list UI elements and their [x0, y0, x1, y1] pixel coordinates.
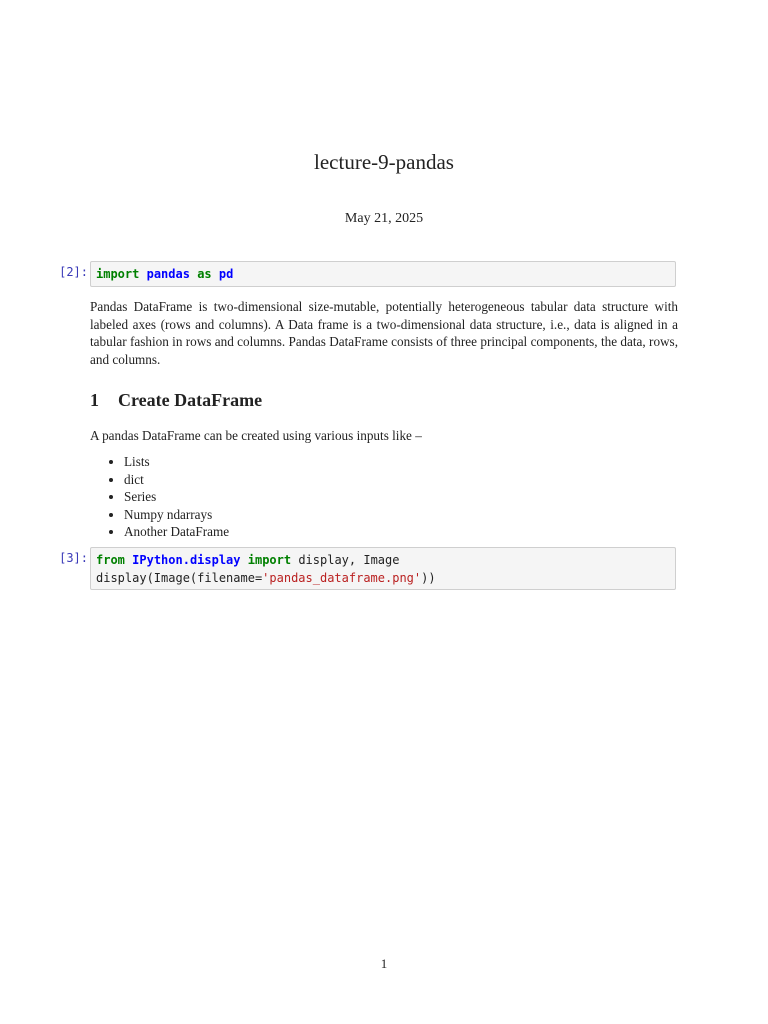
code-token: pandas	[146, 267, 190, 281]
code-token: ))	[421, 571, 436, 585]
code-token: import	[96, 267, 140, 281]
code-token: display, Image	[291, 553, 400, 567]
bullet-icon	[109, 530, 113, 534]
code-token: IPython.display	[132, 553, 241, 567]
list-item: Another DataFrame	[106, 523, 229, 541]
code-cell[interactable]	[90, 547, 676, 590]
bullet-icon	[109, 495, 113, 499]
list-item: Numpy ndarrays	[106, 506, 229, 524]
section-title: Create DataFrame	[118, 390, 263, 410]
document-date: May 21, 2025	[344, 211, 424, 226]
bullet-icon	[109, 513, 113, 517]
section-heading	[90, 390, 262, 411]
section-number: 1	[90, 390, 99, 410]
code-token: from	[96, 553, 125, 567]
bullet-list	[106, 453, 229, 541]
bullet-icon	[109, 478, 113, 482]
document-title: lecture-9-pandas	[314, 150, 454, 174]
code-token: pd	[218, 267, 234, 281]
code-line	[96, 569, 670, 587]
cell-prompt: [2]:	[59, 265, 88, 279]
code-token	[212, 267, 219, 281]
code-token: import	[247, 553, 292, 567]
code-token: as	[197, 267, 212, 281]
markdown-paragraph: Pandas DataFrame is two-dimensional size-mutable, potentially heterogeneous tabular data structure with labeled axes (rows and columns). A Data frame is a two-dimensional data structure, i.e., data is aligned in a tabular fashion in rows and columns. Pandas DataFrame consists of three principal components, the data, rows, and columns.	[90, 299, 678, 367]
bullet-icon	[109, 460, 113, 464]
code-token: 'pandas_dataframe.png'	[262, 571, 422, 585]
code-token	[241, 553, 248, 567]
code-token	[139, 267, 146, 281]
code-line	[96, 551, 670, 569]
list-item: Lists	[106, 453, 229, 471]
page-number: 1	[380, 956, 388, 971]
section-intro: A pandas DataFrame can be created using various inputs like –	[90, 428, 422, 443]
code-line	[96, 265, 670, 283]
code-token: display(Image(filename=	[96, 571, 263, 585]
code-cell[interactable]	[90, 261, 676, 287]
list-item: Series	[106, 488, 229, 506]
cell-prompt: [3]:	[59, 551, 88, 565]
list-item: dict	[106, 471, 229, 489]
